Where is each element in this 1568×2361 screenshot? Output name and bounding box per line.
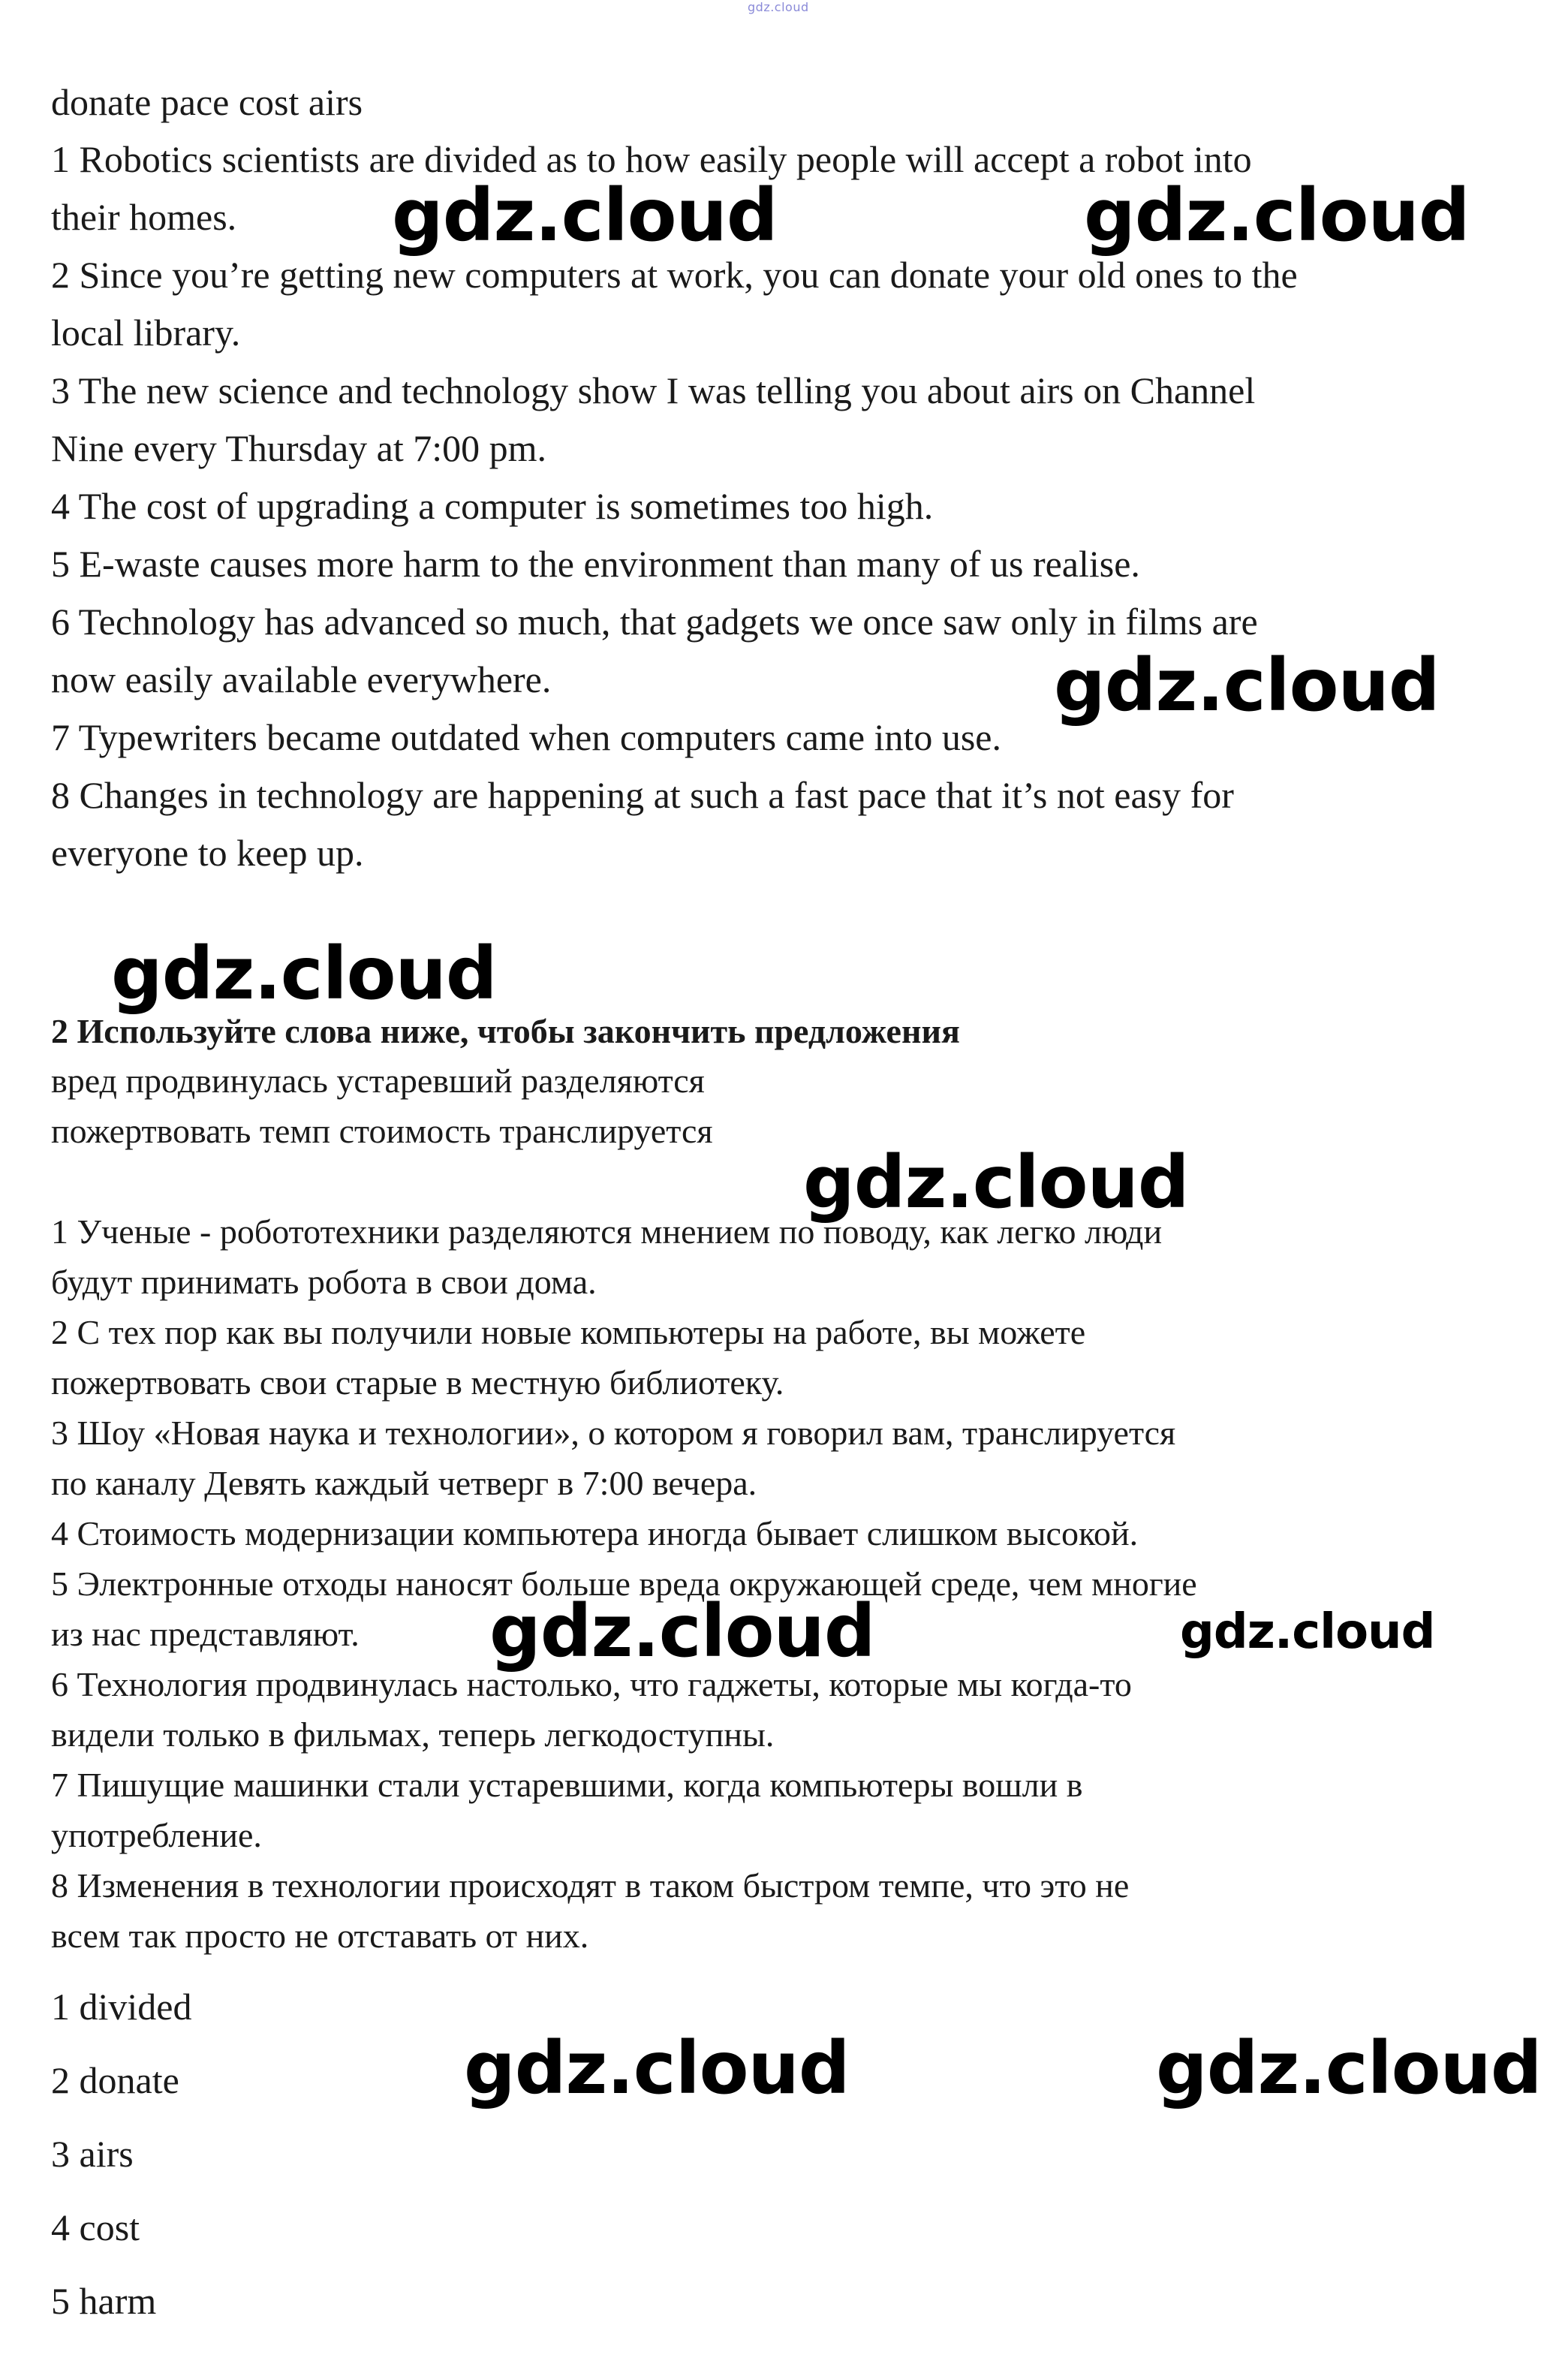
russian-line: по каналу Девять каждый четверг в 7:00 вечера. bbox=[51, 1464, 757, 1502]
watermark: gdz.cloud bbox=[1156, 2026, 1542, 2110]
watermark: gdz.cloud bbox=[392, 173, 778, 257]
russian-line: употребление. bbox=[51, 1816, 262, 1854]
russian-line: 1 Ученые - робототехники разделяются мнением по поводу, как легко люди bbox=[51, 1212, 1163, 1251]
russian-line: 7 Пишущие машинки стали устаревшими, когда компьютеры вошли в bbox=[51, 1766, 1083, 1804]
watermark: gdz.cloud bbox=[489, 1589, 875, 1673]
watermark: gdz.cloud bbox=[1084, 173, 1470, 257]
russian-line: из нас представляют. bbox=[51, 1615, 360, 1653]
russian-wordbank: вред продвинулась устаревший разделяются bbox=[51, 1062, 705, 1100]
english-line: 7 Typewriters became outdated when computers came into use. bbox=[51, 716, 1001, 758]
english-line: 6 Technology has advanced so much, that gadgets we once saw only in films are bbox=[51, 601, 1258, 643]
russian-heading: 2 Используйте слова ниже, чтобы закончить предложения bbox=[51, 1012, 960, 1050]
russian-line: 8 Изменения в технологии происходят в таком быстром темпе, что это не bbox=[51, 1866, 1130, 1905]
english-line: 3 The new science and technology show I was telling you about airs on Channel bbox=[51, 369, 1256, 411]
russian-line: всем так просто не отставать от них. bbox=[51, 1917, 589, 1955]
english-line: local library. bbox=[51, 312, 241, 354]
russian-line: будут принимать робота в свои дома. bbox=[51, 1263, 597, 1301]
english-line: 4 The cost of upgrading a computer is sometimes too high. bbox=[51, 485, 934, 527]
english-line: Nine every Thursday at 7:00 pm. bbox=[51, 427, 547, 469]
russian-wordbank: пожертвовать темп стоимость транслируется bbox=[51, 1112, 713, 1150]
watermark: gdz.cloud bbox=[803, 1140, 1189, 1224]
russian-line: пожертвовать свои старые в местную библиотеку. bbox=[51, 1363, 784, 1402]
english-line: 2 Since you’re getting new computers at work, you can donate your old ones to the bbox=[51, 254, 1298, 296]
header-watermark: gdz.cloud bbox=[748, 0, 809, 14]
english-line: now easily available everywhere. bbox=[51, 658, 552, 700]
russian-line: 4 Стоимость модернизации компьютера иногда бывает слишком высокой. bbox=[51, 1514, 1139, 1552]
answer-item: 5 harm bbox=[51, 2280, 157, 2322]
english-line: 5 E-waste causes more harm to the environment than many of us realise. bbox=[51, 543, 1140, 585]
russian-line: 2 С тех пор как вы получили новые компьютеры на работе, вы можете bbox=[51, 1313, 1086, 1351]
english-line: 1 Robotics scientists are divided as to how easily people will accept a robot into bbox=[51, 138, 1252, 180]
english-wordbank: donate pace cost airs bbox=[51, 81, 363, 123]
answer-item: 1 divided bbox=[51, 1986, 192, 2028]
watermark: gdz.cloud bbox=[464, 2026, 850, 2110]
watermark: gdz.cloud bbox=[1054, 643, 1440, 727]
russian-line: 5 Электронные отходы наносят больше вреда окружающей среде, чем многие bbox=[51, 1564, 1197, 1603]
answer-item: 4 cost bbox=[51, 2206, 140, 2248]
russian-line: 6 Технология продвинулась настолько, что гаджеты, которые мы когда-то bbox=[51, 1665, 1132, 1703]
watermark: gdz.cloud bbox=[111, 932, 497, 1016]
watermark: gdz.cloud bbox=[1180, 1604, 1435, 1660]
english-line: everyone to keep up. bbox=[51, 832, 364, 874]
answer-item: 3 airs bbox=[51, 2133, 134, 2175]
english-line: 8 Changes in technology are happening at such a fast pace that it’s not easy for bbox=[51, 774, 1234, 816]
english-line: their homes. bbox=[51, 196, 237, 238]
russian-line: видели только в фильмах, теперь легкодоступны. bbox=[51, 1715, 775, 1754]
russian-line: 3 Шоу «Новая наука и технологии», о котором я говорил вам, транслируется bbox=[51, 1414, 1176, 1452]
answer-item: 2 donate bbox=[51, 2059, 179, 2101]
